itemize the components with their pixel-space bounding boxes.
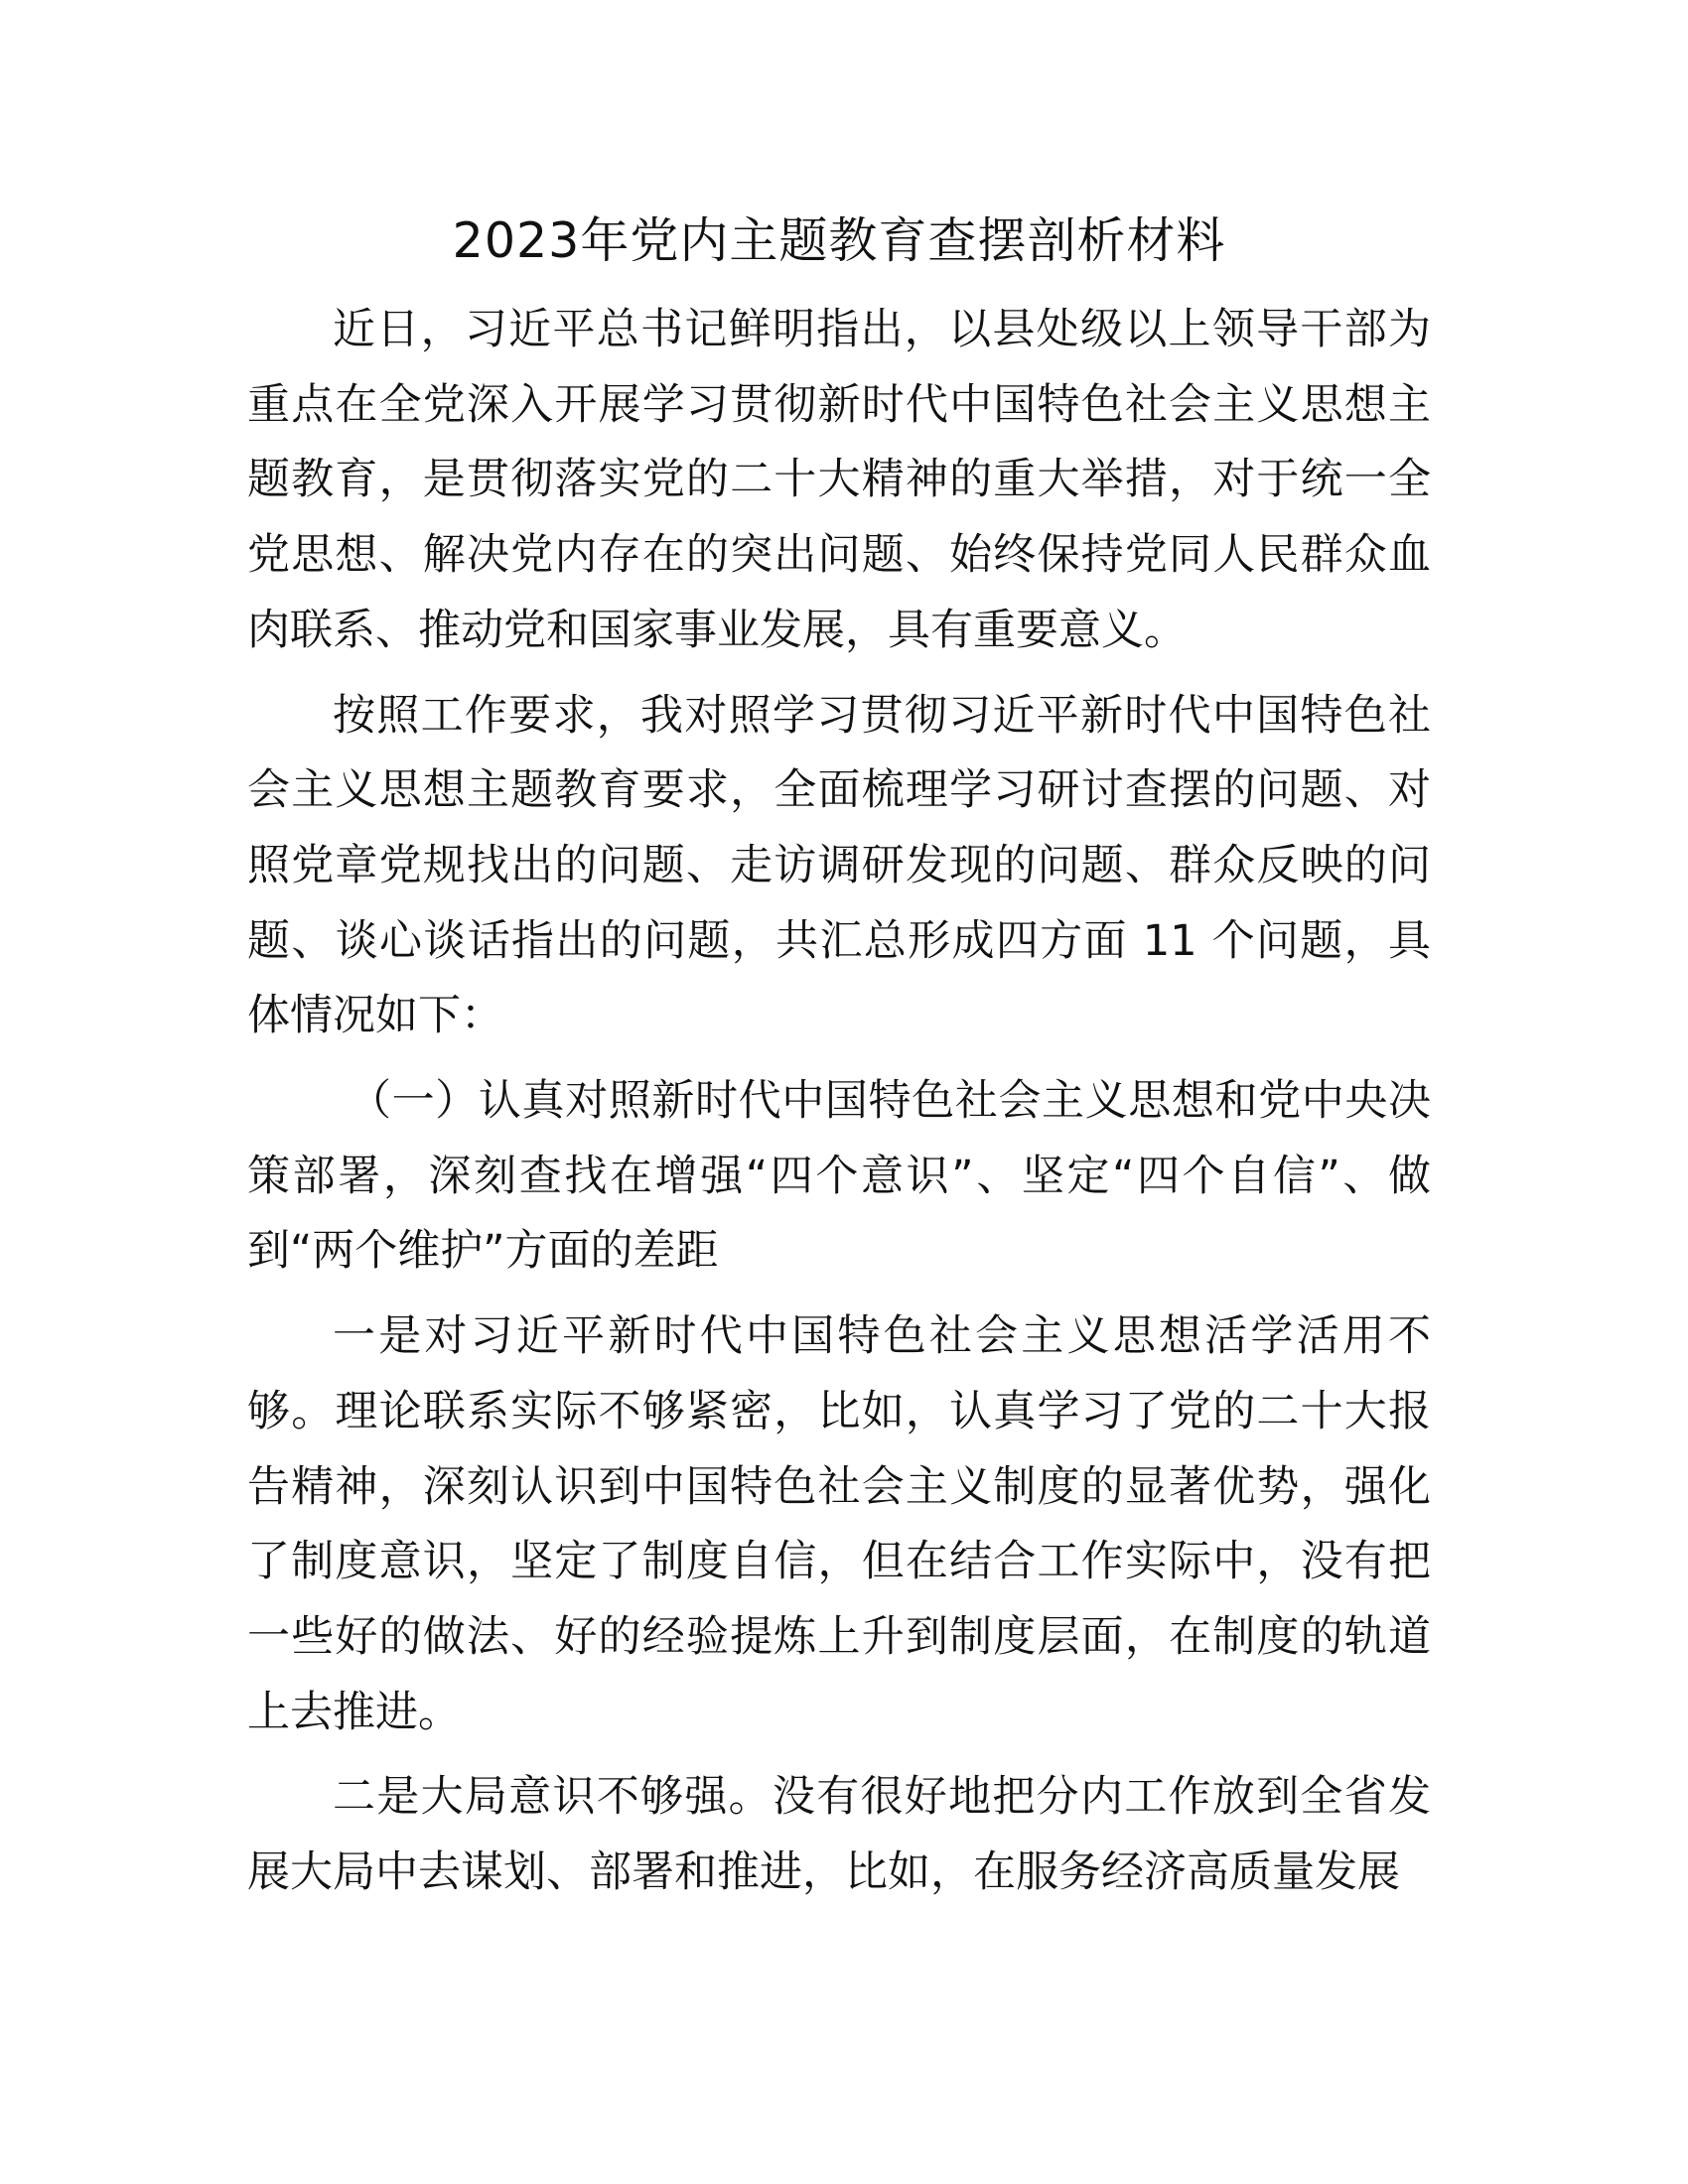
document-body	[247, 204, 1431, 1921]
paragraph-issue-2: 二是大局意识不够强。没有很好地把分内工作放到全省发展大局中去谋划、部署和推进，比如，在服务经济高质量发展	[247, 1772, 1431, 1898]
section-heading-1: （一）认真对照新时代中国特色社会主义思想和党中央决策部署，深刻查找在增强“四个意识”、坚定“四个自信”、做到“两个维护”方面的差距	[247, 1076, 1431, 1277]
document-title: 2023年党内主题教育查摆剖析材料	[452, 212, 1226, 269]
paragraph-issue-1: 一是对习近平新时代中国特色社会主义思想活学活用不够。理论联系实际不够紧密，比如，认真学习了党的二十大报告精神，深刻认识到中国特色社会主义制度的显著优势，强化了制度意识，坚定了制度自信，但在结合工作实际中，没有把一些好的做法、好的经验提炼上升到制度层面，在制度的轨道上去推进。	[247, 1311, 1431, 1737]
paragraph-intro: 近日，习近平总书记鲜明指出，以县处级以上领导干部为重点在全党深入开展学习贯彻新时代中国特色社会主义思想主题教育，是贯彻落实党的二十大精神的重大举措，对于统一全党思想、解决党内存在的突出问题、始终保持党同人民群众血肉联系、推动党和国家事业发展，具有重要意义。	[247, 305, 1431, 655]
paragraph-requirements: 按照工作要求，我对照学习贯彻习近平新时代中国特色社会主义思想主题教育要求，全面梳理学习研讨查摆的问题、对照党章党规找出的问题、走访调研发现的问题、群众反映的问题、谈心谈话指出的问题，共汇总形成四方面 11 个问题，具体情况如下：	[247, 690, 1431, 1041]
